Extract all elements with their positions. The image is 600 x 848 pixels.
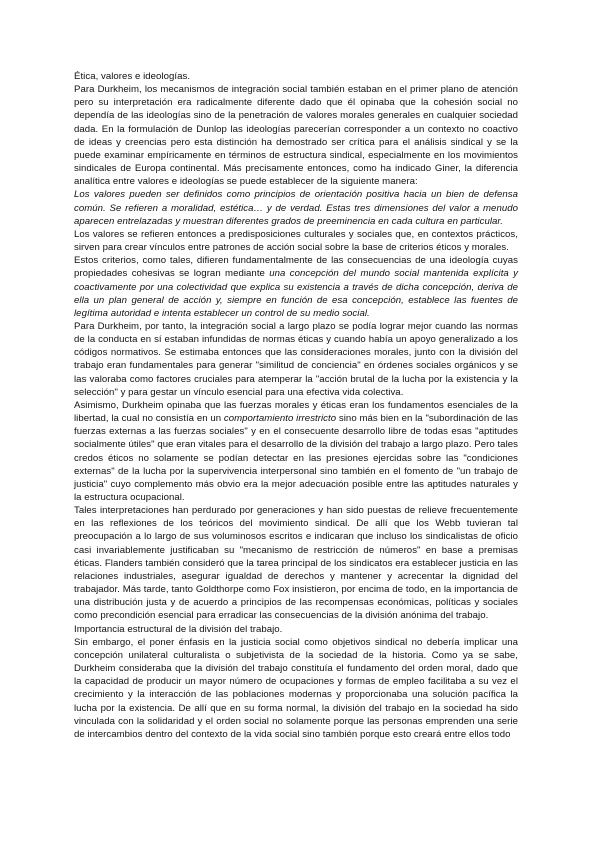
moral-forces-text-start: Asimismo, Durkheim opinaba que las fuerzas morales y éticas eran los fundamentos esenciales de la libertad, la cual no consistía en un [74, 399, 518, 425]
paragraph-social-integration: Para Durkheim, por tanto, la integración social a largo plazo se podía lograr mejor cuando las normas de la conducta en sí estaban infundidas de normas éticas y cuando había un apoyo generalizado a los códigos normativos. Se estimaba entonces que las consideraciones morales, junto con la división del trabajo eran fundamentales para generar "similitud de conciencia" en órdenes sociales orgánicos y se las valoraba como factores cruciales para atemperar la "acción brutal de la lucha por la existencia y la selección" y para gestar un vínculo esencial para una efectiva vida colectiva. [74, 320, 518, 398]
paragraph-union-theorists: Tales interpretaciones han perdurado por generaciones y han sido puestas de relieve frecuentemente en las reflexiones de los teóricos del movimiento sindical. De allí que los Webb tuvieran tal preocupación a lo largo de sus voluminosos escritos e indicaran que incluso los sindicalistas de oficio casi invariablemente justificaban su "mecanismo de restricción de números" en base a premisas éticas. Flanders también consideró que la tarea principal de los sindicatos era establecer justicia en las relaciones industriales, asegurar igualdad de derechos y mantener y acrecentar la dignidad del trabajador. Más tarde, tanto Goldthorpe como Fox insistieron, por encima de todo, en la importancia de una distribución justa y de acuerdo a principios de las recompensas económicas, políticas y sociales como precondición esencial para erradicar las consecuencias de la división anónima del trabajo. [74, 505, 518, 622]
section-heading-division-of-labor: Importancia estructural de la división del trabajo. [74, 623, 283, 635]
paragraph-social-justice: Sin embargo, el poner énfasis en la justicia social como objetivos sindical no debería implicar una concepción unilateral culturalista o subjetivista de la sociedad de la historia. Como ya se sabe, Durkheim consideraba que la división del trabajo constituía el fundamento del orden moral, dado que la capacidad de producir un mayor número de ocupaciones y formas de empleo facilitaba a su vez el crecimiento y la interacción de las poblaciones modernas y proporcionaba una solución pacífica la lucha por la existencia. De allí que en su forma normal, la división del trabajo en la sociedad ha sido vinculada con la solidaridad y el orden social no solamente porque las personas emprenden una serie de intercambios dentro del contexto de la vida social sino también porque esto creará entre ellos todo [74, 636, 518, 740]
ideology-criteria-text: Estos criterios, como tales, difieren fundamentalmente de las consecuencias de una ideología cuyas propiedades cohesivas se logran mediante [74, 255, 518, 280]
moral-forces-text-end: sino más bien en la "subordinación de las fuerzas externas a las fuerzas sociales" y en el consecuente desarrollo libre de todas esas "aptitudes socialmente útiles" que eran vitales para el desarrollo de la división del trabajo a largo plazo. Pero tales credos éticos no solamente se podían detectar en las presiones ejercidas sobre las "condiciones externas" de la lucha por la supervivencia interpersonal sino también en el fomento de "un trabajo de justicia" cuyo complemento más obvio era la mejor adecuación posible entre las aptitudes naturales y la estructura ocupacional. [74, 413, 518, 503]
section-heading-ethics: Ética, valores e ideologías. [74, 71, 191, 82]
paragraph-moral-forces [74, 399, 518, 504]
paragraph-values-predispositions: Los valores se refieren entonces a predisposiciones culturales y sociales que, en contextos prácticos, sirven para crear vínculos entre patrones de acción social sobre la base de criterios éticos y morales. [74, 228, 518, 254]
unrestricted-behavior-emphasis: comportamiento irrestricto [223, 413, 337, 425]
ideology-definition-quote: una concepción del mundo social mantenida explícita y coactivamente por una colectividad que explica su existencia a través de dicha concepción, deriva de ella un plan general de acción y, siempre en función de esa concepción, establece las fuentes de legítima autoridad e intenta establecer un control de su medio social. [74, 268, 518, 319]
paragraph-ideology-criteria [74, 254, 518, 320]
quote-values-definition: Los valores pueden ser definidos como principios de orientación positiva hacia un bien de defensa común. Se refieren a moralidad, estética… y de verdad. Estas tres dimensiones del valor a menudo aparecen entrelazadas y muestran diferentes grados de preeminencia en cada cultura en particular. [74, 189, 518, 227]
paragraph-durkheim-integration: Para Durkheim, los mecanismos de integración social también estaban en el primer plano de atención pero su interpretación era radicalmente diferente dado que él opinaba que la cohesión social no dependía de las ideologías sino de la penetración de valores morales generales en cualquier sociedad dada. En la formulación de Dunlop las ideologías parecerían corresponder a un contexto no coactivo de ideas y creencias pero esta distinción ha demostrado ser crítica para el análisis sindical y se la puede examinar empíricamente en términos de estructura sindical, especialmente en los movimientos sindicales de Europa continental. Más precisamente entonces, como ha indicado Giner, la diferencia analítica entre valores e ideologías se puede establecer de la siguiente manera: [74, 84, 518, 188]
